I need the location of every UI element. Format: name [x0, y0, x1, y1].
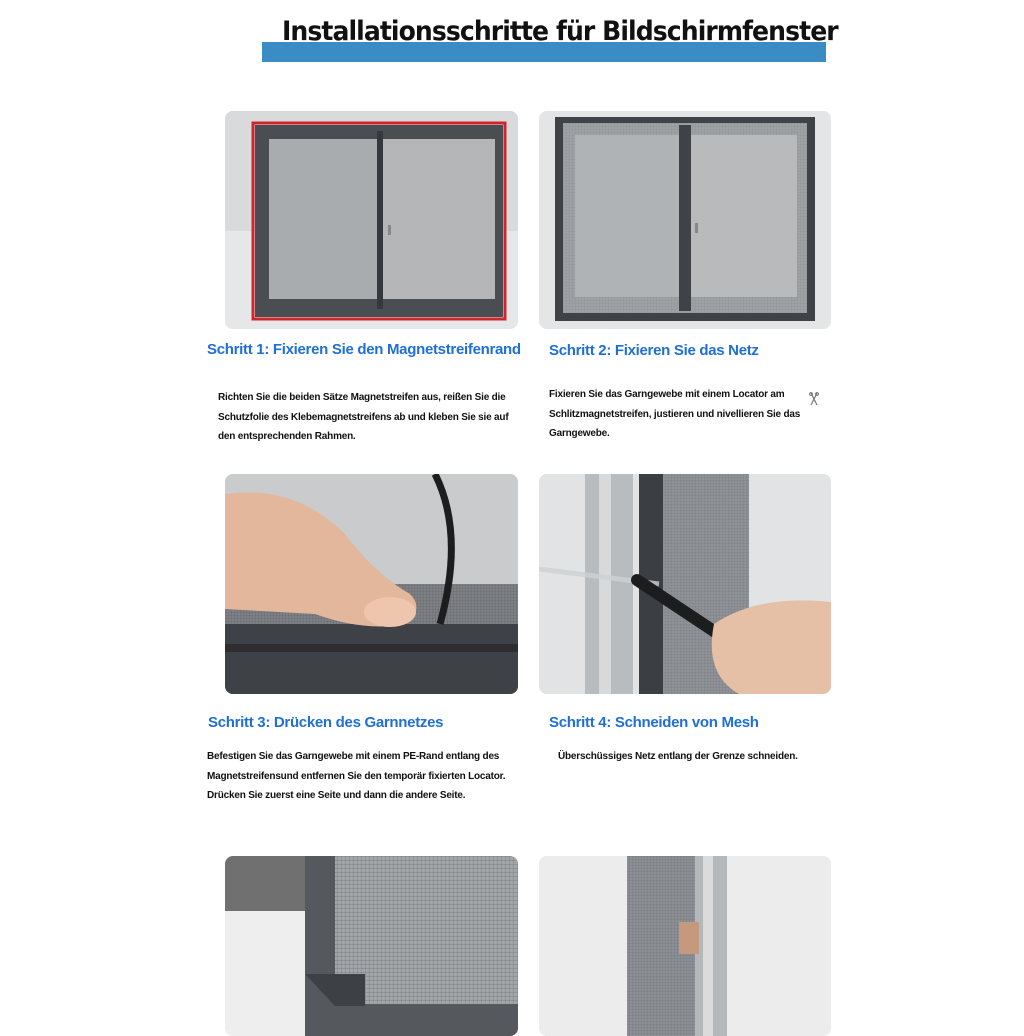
step-4-photo [539, 474, 831, 694]
step-3-photo [225, 474, 518, 694]
frame-corner-image [225, 856, 518, 1036]
page-title: Installationsschritte für Bildschirmfenster [282, 16, 838, 47]
step-3-description: Befestigen Sie das Garngewebe mit einem PE-Rand entlang des Magnetstreifensund entfernen Sie den temporär fixierten Locator. Drücken Sie zuerst eine Seite und dann die andere Seite. [207, 751, 506, 801]
cutting-mesh-image [539, 474, 831, 694]
step-2-description: Fixieren Sie das Garngewebe mit einem Locator am Schlitzmagnetstreifen, justieren und nivellieren Sie das Garngewebe. [549, 389, 801, 439]
step-1-photo [225, 111, 518, 329]
step-2-heading: Schritt 2: Fixieren Sie das Netz [549, 342, 759, 359]
step-3-heading: Schritt 3: Drücken des Garnnetzes [208, 714, 444, 731]
window-mesh-fixed-image [539, 111, 831, 329]
step-4-heading: Schritt 4: Schneiden von Mesh [549, 714, 759, 731]
step-4-description: Überschüssiges Netz entlang der Grenze schneiden. [558, 751, 798, 762]
frame-edge-image [539, 856, 831, 1036]
step-6-photo [539, 856, 831, 1036]
step-5-photo [225, 856, 518, 1036]
pressing-mesh-image [225, 474, 518, 694]
scissors-icon [808, 392, 820, 406]
window-magnetic-strip-image [225, 111, 518, 329]
step-1-description: Richten Sie die beiden Sätze Magnetstreifen aus, reißen Sie die Schutzfolie des Klebemagnetstreifens ab und kleben Sie sie auf den entsprechenden Rahmen. [218, 392, 509, 442]
step-2-photo [539, 111, 831, 329]
step-1-heading: Schritt 1: Fixieren Sie den Magnetstreifenrand [207, 341, 521, 358]
